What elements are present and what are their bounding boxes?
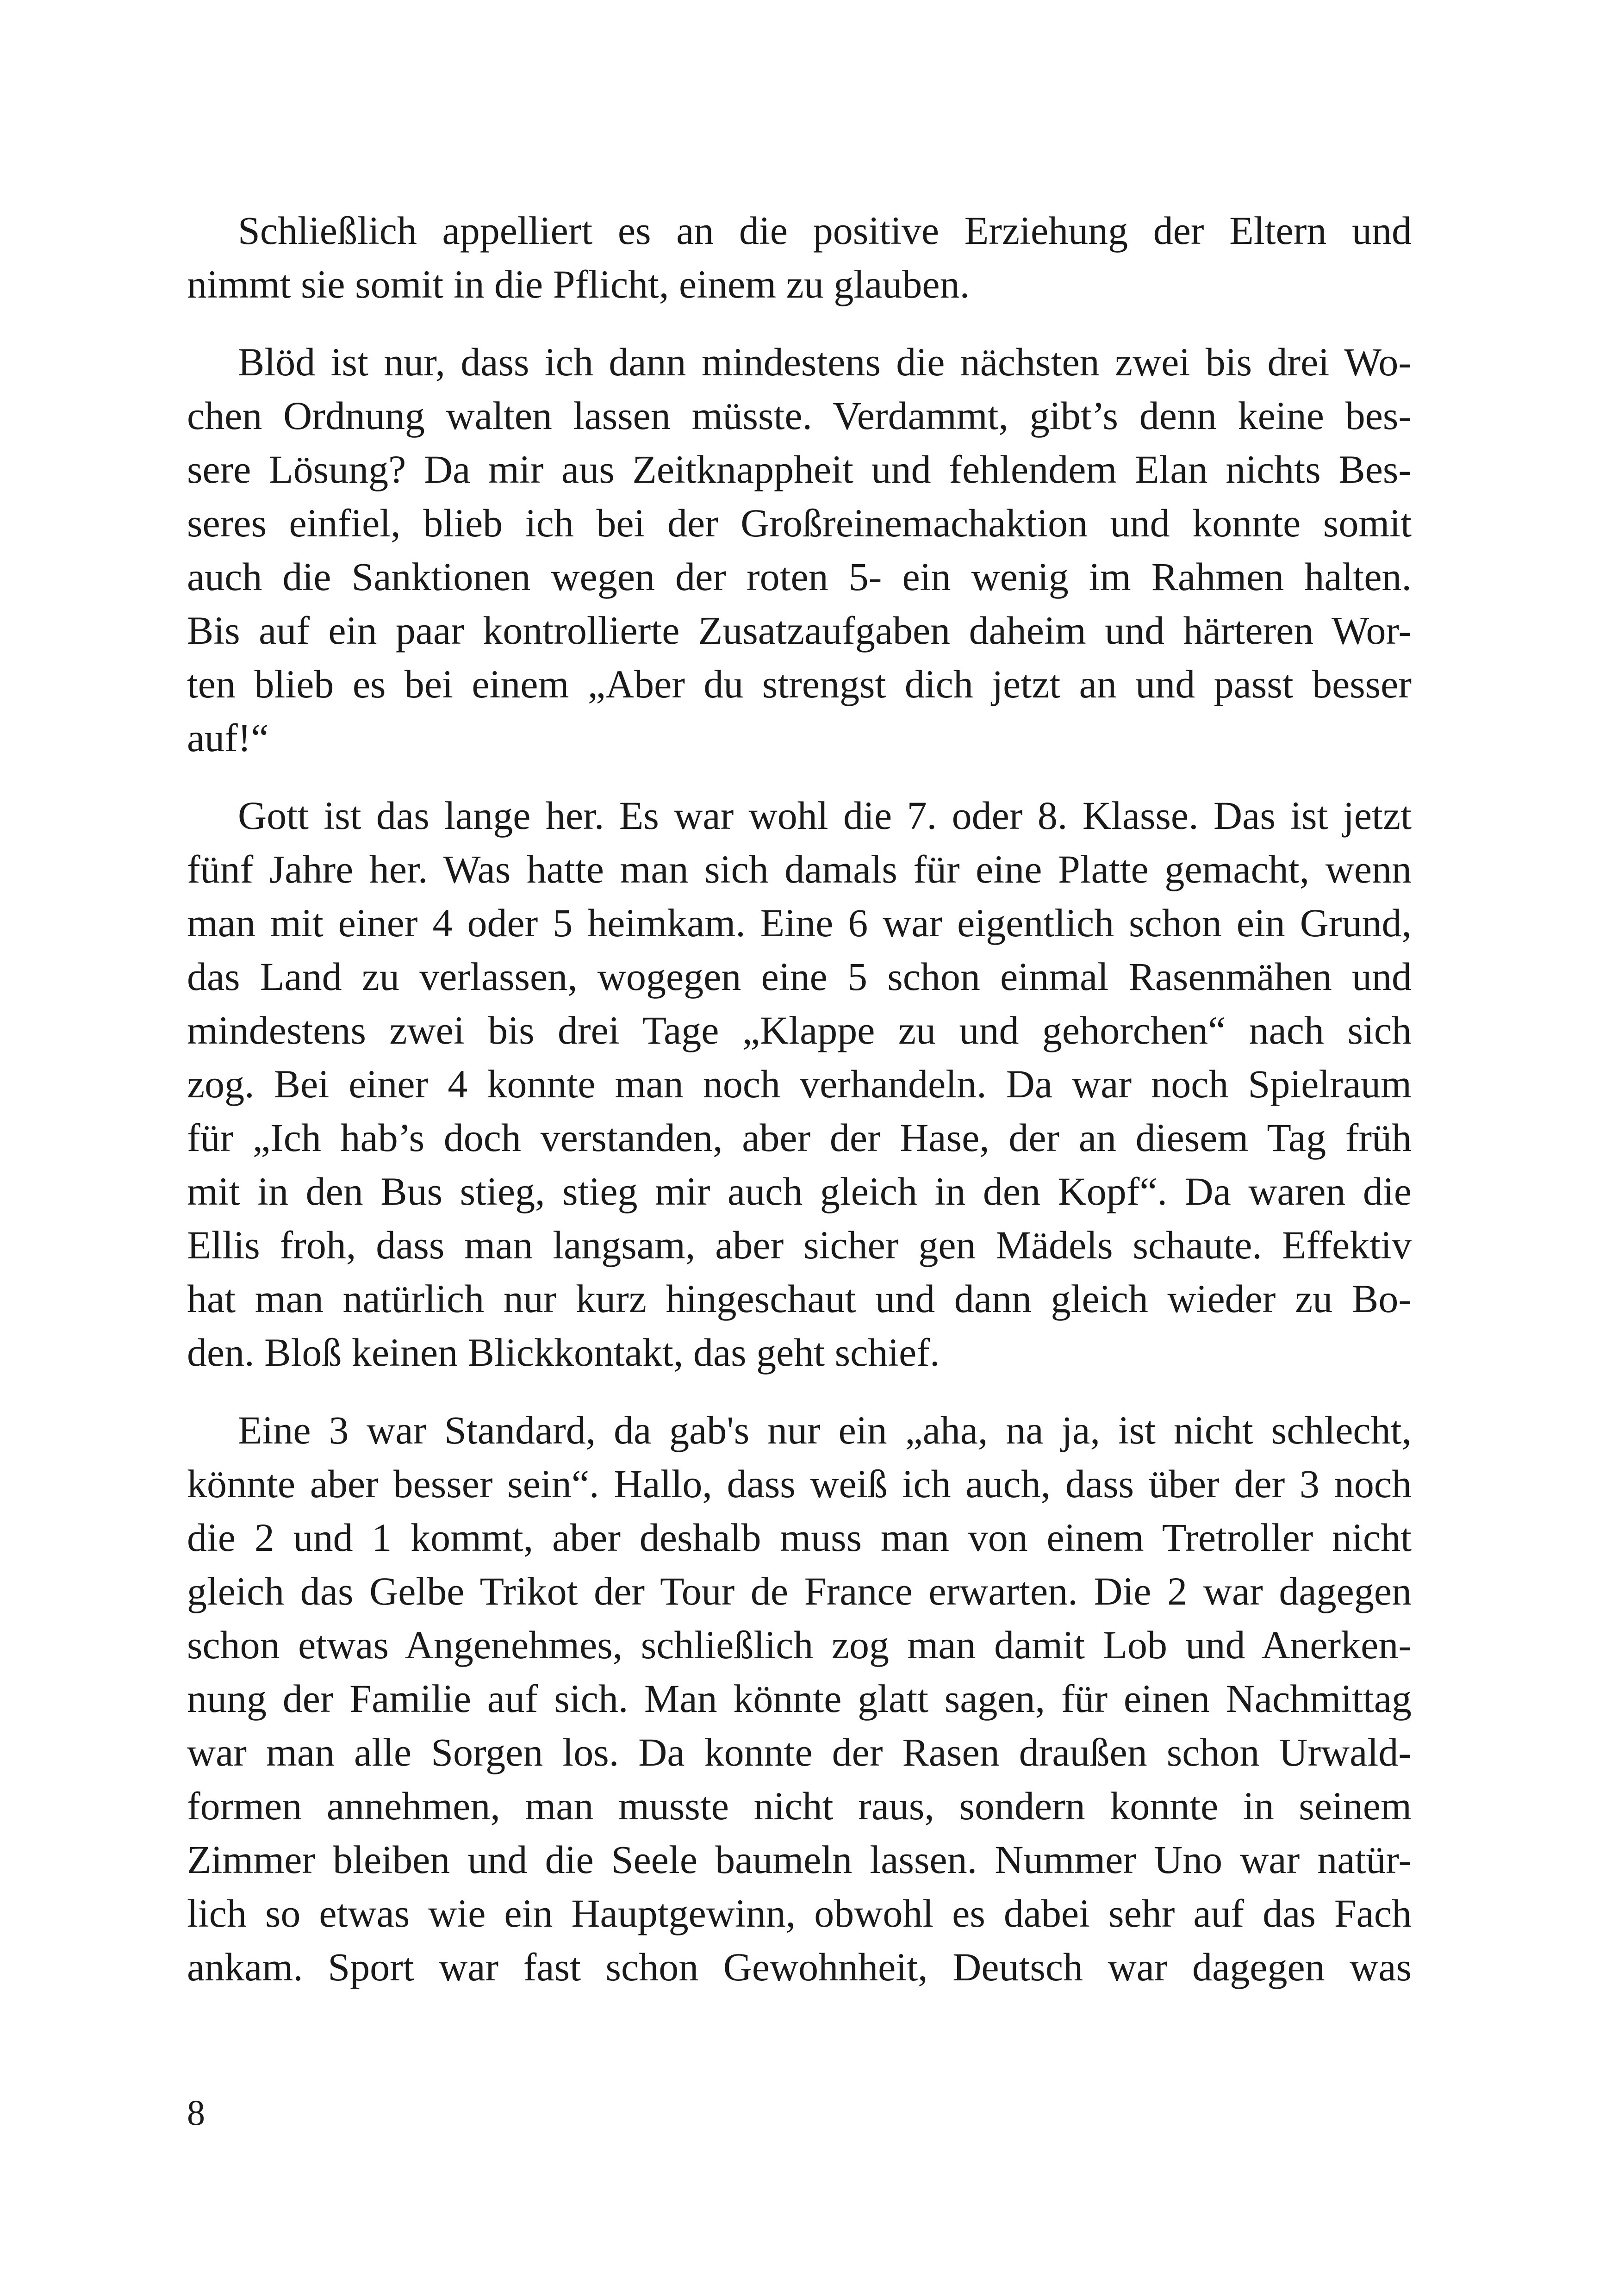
text-line: nung der Familie auf sich. Man könnte glatt sagen, für einen Nachmittag: [187, 1676, 1412, 1721]
paragraph-4: [187, 1403, 1412, 1994]
text-line: für „Ich hab’s doch verstanden, aber der Hase, der an diesem Tag früh: [187, 1115, 1412, 1160]
text-line: den. Bloß keinen Blickkontakt, das geht schief.: [187, 1330, 940, 1375]
text-line: könnte aber besser sein“. Hallo, dass weiß ich auch, dass über der 3 noch: [187, 1462, 1412, 1506]
paragraph-1: [187, 204, 1412, 311]
text-line: chen Ordnung walten lassen müsste. Verdammt, gibt’s denn keine bes-: [187, 393, 1412, 438]
text-line: Bis auf ein paar kontrollierte Zusatzaufgaben daheim und härteren Wor-: [187, 608, 1412, 653]
body-text: [187, 204, 1412, 2018]
text-line: hat man natürlich nur kurz hingeschaut und dann gleich wieder zu Bo-: [187, 1276, 1412, 1321]
text-line: formen annehmen, man musste nicht raus, sondern konnte in seinem: [187, 1784, 1412, 1828]
text-line: Blöd ist nur, dass ich dann mindestens die nächsten zwei bis drei Wo-: [238, 340, 1412, 384]
text-line: mindestens zwei bis drei Tage „Klappe zu und gehorchen“ nach sich: [187, 1008, 1412, 1052]
text-line: Eine 3 war Standard, da gab's nur ein „aha, na ja, ist nicht schlecht,: [238, 1408, 1412, 1452]
text-line: auch die Sanktionen wegen der roten 5- ein wenig im Rahmen halten.: [187, 554, 1412, 599]
text-line: lich so etwas wie ein Hauptgewinn, obwohl es dabei sehr auf das Fach: [187, 1891, 1412, 1935]
paragraph-3: [187, 789, 1412, 1379]
text-line: Ellis froh, dass man langsam, aber sicher gen Mädels schaute. Effektiv: [187, 1223, 1412, 1267]
text-line: das Land zu verlassen, wogegen eine 5 schon einmal Rasenmähen und: [187, 954, 1412, 999]
text-line: fünf Jahre her. Was hatte man sich damals für eine Platte gemacht, wenn: [187, 847, 1412, 891]
text-line: gleich das Gelbe Trikot der Tour de France erwarten. Die 2 war dagegen: [187, 1569, 1412, 1613]
text-line: Gott ist das lange her. Es war wohl die 7. oder 8. Klasse. Das ist jetzt: [238, 793, 1412, 838]
page-number: 8: [187, 2092, 205, 2133]
text-line: seres einfiel, blieb ich bei der Großreinemachaktion und konnte somit: [187, 501, 1412, 545]
text-line: nimmt sie somit in die Pflicht, einem zu glauben.: [187, 262, 970, 306]
text-line: Zimmer bleiben und die Seele baumeln lassen. Nummer Uno war natür-: [187, 1837, 1412, 1882]
text-line: man mit einer 4 oder 5 heimkam. Eine 6 war eigentlich schon ein Grund,: [187, 901, 1412, 945]
text-line: ten blieb es bei einem „Aber du strengst dich jetzt an und passt besser: [187, 662, 1412, 706]
text-line: schon etwas Angenehmes, schließlich zog man damit Lob und Anerken-: [187, 1623, 1412, 1667]
text-line: ankam. Sport war fast schon Gewohnheit, Deutsch war dagegen was: [187, 1945, 1412, 1989]
text-line: sere Lösung? Da mir aus Zeitknappheit und fehlendem Elan nichts Bes-: [187, 447, 1412, 492]
text-line: auf!“: [187, 716, 269, 760]
text-line: Schließlich appelliert es an die positive Erziehung der Eltern und: [238, 208, 1412, 253]
text-line: war man alle Sorgen los. Da konnte der Rasen draußen schon Urwald-: [187, 1730, 1412, 1774]
paragraph-2: [187, 335, 1412, 765]
text-line: mit in den Bus stieg, stieg mir auch gleich in den Kopf“. Da waren die: [187, 1169, 1412, 1213]
text-line: die 2 und 1 kommt, aber deshalb muss man von einem Tretroller nicht: [187, 1515, 1412, 1560]
text-line: zog. Bei einer 4 konnte man noch verhandeln. Da war noch Spielraum: [187, 1062, 1412, 1106]
